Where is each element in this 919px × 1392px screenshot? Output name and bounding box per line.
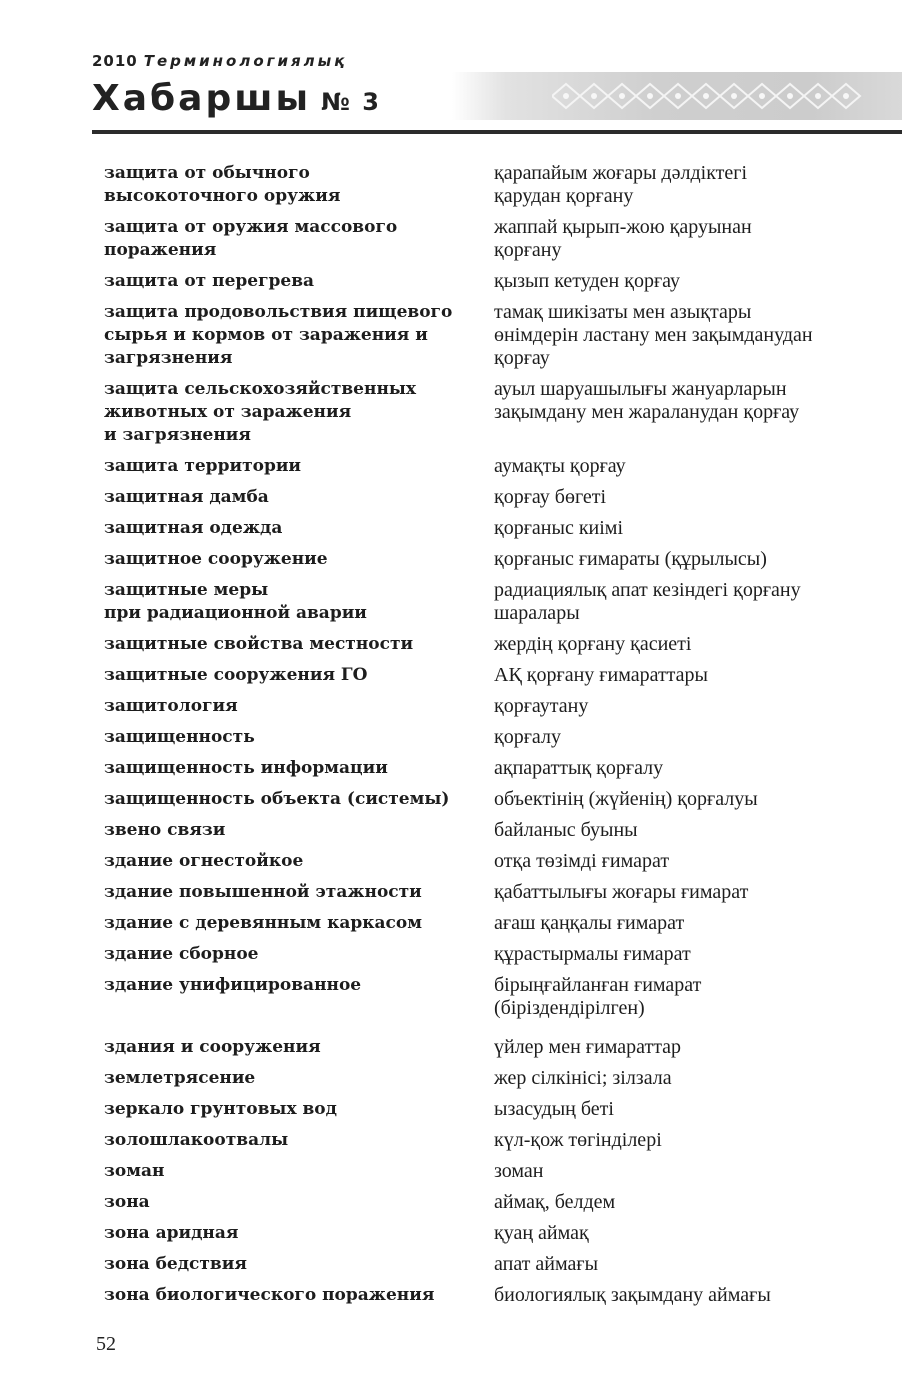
term-ru: зона: [104, 1192, 150, 1212]
header-journal-word: Терминологиялық: [143, 52, 348, 70]
glossary-entry: [104, 1067, 884, 1090]
glossary-entry: [104, 1098, 884, 1121]
issue-number: № 3: [321, 88, 381, 116]
term-ru: зона аридная: [104, 1223, 239, 1243]
term-ru: защитные сооружения ГО: [104, 665, 368, 685]
glossary-entry: [104, 486, 884, 509]
glossary-entry: [104, 664, 884, 687]
term-kz: жердің қорғану қасиеті: [494, 633, 692, 655]
glossary-entry: [104, 1160, 884, 1183]
glossary-entry: [104, 301, 884, 370]
term-ru: защищенность информации: [104, 758, 388, 778]
glossary-entry: [104, 216, 884, 262]
term-kz: үйлер мен ғимараттар: [494, 1036, 682, 1058]
glossary-entry: [104, 1129, 884, 1152]
glossary-entry: [104, 819, 884, 842]
term-kz: қорғау бөгеті: [494, 486, 607, 508]
term-kz: бірыңғайланған ғимарат (біріздендірілген): [494, 974, 702, 1019]
glossary-entry: [104, 455, 884, 478]
term-ru: защитное сооружение: [104, 549, 328, 569]
term-kz: байланыс буыны: [494, 819, 638, 841]
term-kz: аймақ, белдем: [494, 1191, 616, 1213]
term-ru: защита сельскохозяйственных животных от заражения и загрязнения: [104, 379, 417, 445]
term-ru: золошлакоотвалы: [104, 1130, 289, 1150]
glossary-entry: [104, 548, 884, 571]
glossary-entry: [104, 162, 884, 208]
term-kz: қорғаныс ғимараты (құрылысы): [494, 548, 767, 570]
glossary-entry: [104, 517, 884, 540]
term-kz: қарапайым жоғары дәлдіктегі қарудан қорғану: [494, 162, 748, 207]
term-ru: здание огнестойкое: [104, 851, 304, 871]
term-ru: здания и сооружения: [104, 1037, 321, 1057]
term-ru: защита от перегрева: [104, 271, 315, 291]
term-kz: ауыл шаруашылығы жануарларын зақымдану мен жараланудан қорғау: [494, 378, 800, 423]
term-kz: қуаң аймақ: [494, 1222, 589, 1244]
term-ru: звено связи: [104, 820, 226, 840]
term-ru: защита продовольствия пищевого сырья и кормов от заражения и загрязнения: [104, 302, 453, 368]
term-ru: защита от обычного высокоточного оружия: [104, 163, 341, 206]
journal-header: [92, 52, 902, 144]
term-kz: объектінің (жүйенің) қорғалуы: [494, 788, 758, 810]
glossary-entry: [104, 633, 884, 656]
term-kz: аумақты қорғау: [494, 455, 626, 477]
term-ru: защитные меры при радиационной аварии: [104, 580, 367, 623]
glossary-entries: [104, 162, 884, 1315]
term-kz: құрастырмалы ғимарат: [494, 943, 691, 965]
term-kz: қабаттылығы жоғары ғимарат: [494, 881, 749, 903]
ornament-band: [452, 72, 902, 120]
glossary-entry: [104, 1222, 884, 1245]
term-ru: здание унифицированное: [104, 975, 362, 995]
glossary-entry: [104, 378, 884, 447]
glossary-entry: [104, 881, 884, 904]
term-ru: защищенность: [104, 727, 255, 747]
term-kz: қызып кетуден қорғау: [494, 270, 681, 292]
term-kz: ақпараттық қорғалу: [494, 757, 664, 779]
term-kz: биологиялық зақымдану аймағы: [494, 1284, 771, 1306]
term-ru: зеркало грунтовых вод: [104, 1099, 337, 1119]
glossary-entry: [104, 757, 884, 780]
header-rule: [92, 130, 902, 134]
ornament-pattern-icon: [552, 80, 872, 112]
term-ru: защитная одежда: [104, 518, 283, 538]
term-kz: қорғаныс киімі: [494, 517, 624, 539]
glossary-entry: [104, 1284, 884, 1307]
glossary-entry: [104, 974, 884, 1020]
term-ru: защитная дамба: [104, 487, 269, 507]
term-kz: апат аймағы: [494, 1253, 599, 1275]
glossary-entry: [104, 270, 884, 293]
glossary-entry: [104, 1191, 884, 1214]
term-ru: защищенность объекта (системы): [104, 789, 450, 809]
glossary-entry: [104, 726, 884, 749]
header-title-line: [92, 78, 381, 122]
term-ru: землетрясение: [104, 1068, 256, 1088]
term-kz: радиациялық апат кезіндегі қорғану шаралары: [494, 579, 801, 624]
term-ru: зона биологического поражения: [104, 1285, 435, 1305]
glossary-entry: [104, 850, 884, 873]
term-kz: қорғалу: [494, 726, 561, 748]
term-ru: здание с деревянным каркасом: [104, 913, 423, 933]
glossary-entry: [104, 788, 884, 811]
glossary-entry: [104, 1036, 884, 1059]
term-ru: зона бедствия: [104, 1254, 247, 1274]
term-kz: зоман: [494, 1160, 544, 1182]
journal-title: Хабаршы: [92, 78, 312, 119]
term-ru: зоман: [104, 1161, 165, 1181]
term-kz: жаппай қырып-жою қаруынан қорғану: [494, 216, 752, 261]
term-kz: жер сілкінісі; зілзала: [494, 1067, 672, 1089]
header-subtitle: [92, 52, 347, 74]
header-year: 2010: [92, 52, 138, 70]
term-kz: күл-қож төгінділері: [494, 1129, 662, 1151]
term-kz: тамақ шикізаты мен азықтары өнімдерін ластану мен зақымданудан қорғау: [494, 301, 813, 369]
term-kz: қорғаутану: [494, 695, 589, 717]
term-ru: здание сборное: [104, 944, 259, 964]
term-ru: защита от оружия массового поражения: [104, 217, 398, 260]
glossary-entry: [104, 1253, 884, 1276]
term-ru: здание повышенной этажности: [104, 882, 422, 902]
term-kz: отқа төзімді ғимарат: [494, 850, 670, 872]
glossary-entry: [104, 695, 884, 718]
term-kz: ызасудың беті: [494, 1098, 614, 1120]
glossary-entry: [104, 579, 884, 625]
term-kz: АҚ қорғану ғимараттары: [494, 664, 708, 686]
term-ru: защита территории: [104, 456, 302, 476]
page-number: 52: [96, 1333, 116, 1355]
glossary-entry: [104, 912, 884, 935]
term-kz: ағаш қаңқалы ғимарат: [494, 912, 685, 934]
term-ru: защитология: [104, 696, 238, 716]
glossary-entry: [104, 943, 884, 966]
term-ru: защитные свойства местности: [104, 634, 414, 654]
